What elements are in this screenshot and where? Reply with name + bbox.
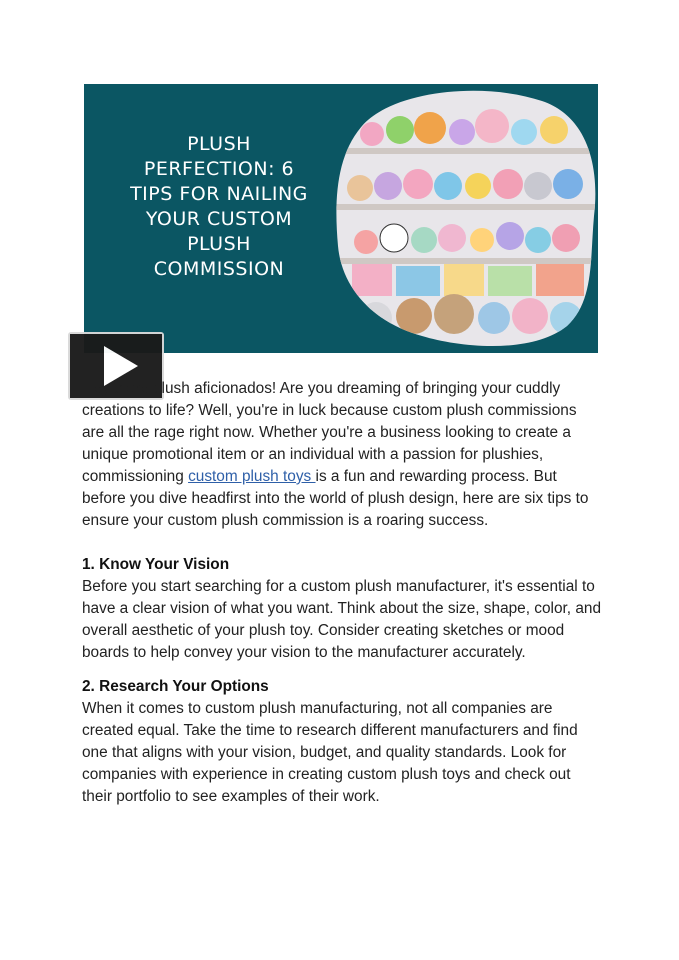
- banner-title: PLUSH PERFECTION: 6 TIPS FOR NAILING YOUR CUSTOM PLUSH COMMISSION: [130, 133, 308, 280]
- section-paragraph: Before you start searching for a custom plush manufacturer, it's essential to have a clear vision of what you want. Think about the size, shape, color, and overall aesthetic of your plush toy. Consider creating sketches or mood boards to help convey your vision to the manufacturer accurately.: [82, 578, 602, 661]
- intro-text-continued: is a fun and rewarding process. But before you dive headfirst into the world of plush design, here are six tips to ensure your custom plush commission is a roaring success.: [82, 468, 589, 529]
- plush-toys-photo: [332, 86, 598, 350]
- section-heading: 1. Know Your Vision: [82, 556, 230, 573]
- section-paragraph: When it comes to custom plush manufacturing, not all companies are created equal. Take the time to research different manufacturers and find one that aligns with your vision, budget, and quality standards. Look for companies with experience in creating custom plush toys and check out their portfolio to see examples of their work.: [82, 700, 578, 805]
- hero-banner: [84, 84, 598, 353]
- article-body: [82, 378, 602, 820]
- custom-plush-toys-link[interactable]: custom plush toys: [188, 468, 316, 485]
- intro-paragraph: [82, 378, 602, 532]
- section-heading: 2. Research Your Options: [82, 678, 269, 695]
- intro-text: Hey there plush aficionados! Are you dreaming of bringing your cuddly creations to life? Well, you're in luck because custom plush commissions are all the rage right now. Whether you're a business looking to create a unique promotional item or an individual with a passion for plushies, commissioning: [82, 380, 577, 485]
